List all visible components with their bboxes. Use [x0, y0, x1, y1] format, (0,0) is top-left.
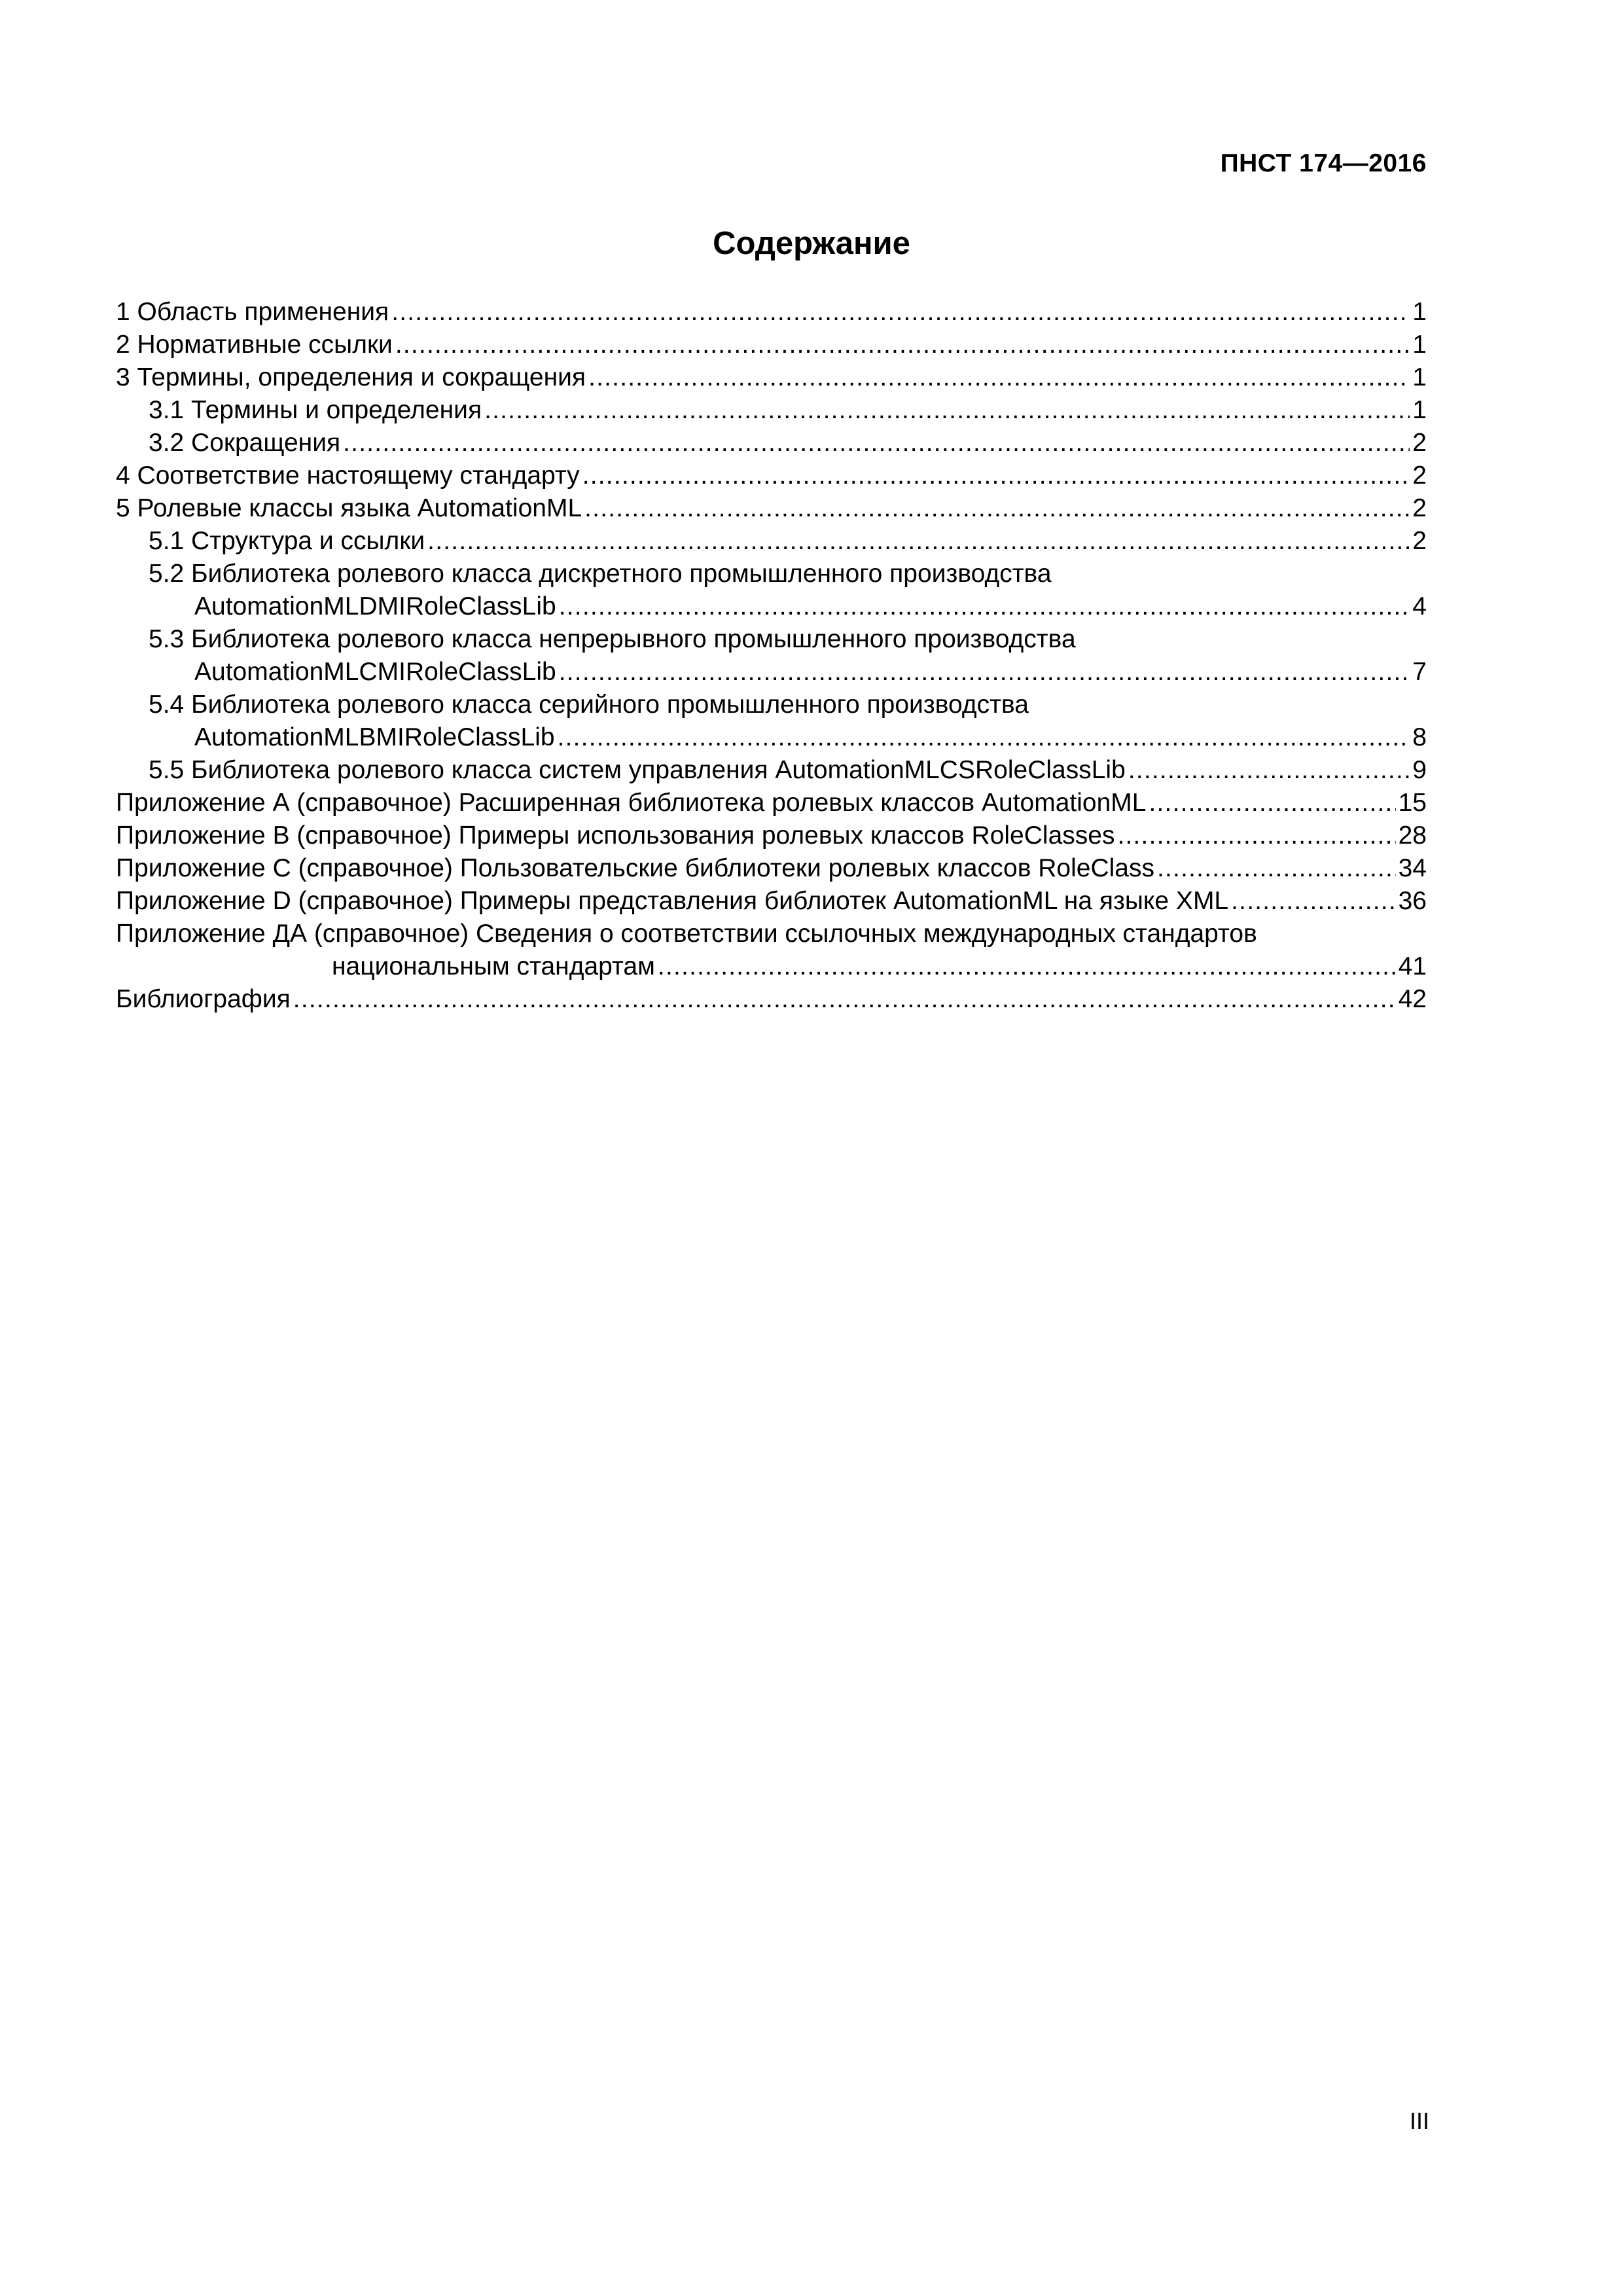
toc-entry-page: 41 [1398, 952, 1427, 980]
toc-entry-5-2[interactable] [116, 558, 1427, 590]
toc-entry-page: 2 [1412, 494, 1427, 522]
toc-entry-appendix-b[interactable] [116, 819, 1427, 852]
toc-entry-5-3-cont[interactable] [116, 656, 1427, 689]
toc-leader-dots [1117, 819, 1395, 852]
toc-entry-text: Приложение С (справочное) Пользовательские библиотеки ролевых классов RoleClass [116, 854, 1154, 882]
toc-entry-4[interactable] [116, 459, 1427, 492]
toc-entry-page: 1 [1412, 298, 1427, 326]
toc-entry-text: 5 Ролевые классы языка AutomationML [116, 494, 582, 522]
toc-entry-text: 3.1 Термины и определения [149, 396, 482, 424]
toc-entry-text: AutomationMLDMIRoleClassLib [194, 592, 556, 620]
toc-leader-dots [293, 983, 1396, 1016]
table-of-contents [116, 296, 1427, 1016]
toc-entry-2[interactable] [116, 329, 1427, 361]
toc-leader-dots [395, 329, 1410, 361]
toc-entry-text: 5.5 Библиотека ролевого класса систем управления AutomationMLCSRoleClassLib [149, 756, 1126, 784]
toc-entry-text: 4 Соответствие настоящему стандарту [116, 461, 580, 490]
toc-leader-dots [391, 296, 1410, 329]
toc-entry-text: национальным стандартам [332, 952, 655, 980]
toc-leader-dots [558, 721, 1410, 754]
toc-entry-page: 34 [1398, 854, 1427, 882]
toc-entry-5-3[interactable] [116, 623, 1427, 656]
toc-entry-text: 5.4 Библиотека ролевого класса серийного промышленного производства [149, 691, 1029, 719]
toc-entry-page: 2 [1412, 527, 1427, 555]
toc-entry-text: Библиография [116, 985, 291, 1013]
toc-leader-dots [588, 361, 1410, 394]
toc-leader-dots [584, 492, 1410, 525]
toc-entry-page: 15 [1398, 789, 1427, 817]
toc-entry-5-2-cont[interactable] [116, 590, 1427, 623]
toc-leader-dots [1157, 852, 1396, 885]
toc-entry-text: 5.3 Библиотека ролевого класса непрерывного промышленного производства [149, 625, 1076, 653]
toc-entry-3-1[interactable] [116, 394, 1427, 427]
toc-entry-page: 1 [1412, 331, 1427, 359]
toc-entry-text: Приложение ДА (справочное) Сведения о соответствии ссылочных международных стандартов [116, 920, 1257, 948]
toc-leader-dots [582, 459, 1410, 492]
page-title: Содержание [713, 226, 910, 261]
toc-entry-appendix-a[interactable] [116, 787, 1427, 819]
toc-entry-text: Приложение D (справочное) Примеры представления библиотек AutomationML на языке XML [116, 887, 1229, 915]
toc-entry-text: AutomationMLCMIRoleClassLib [194, 658, 556, 686]
toc-entry-page: 8 [1412, 723, 1427, 751]
toc-leader-dots [343, 427, 1410, 459]
toc-leader-dots [1149, 787, 1395, 819]
toc-entry-1[interactable] [116, 296, 1427, 329]
toc-entry-text: AutomationMLBMIRoleClassLib [194, 723, 555, 751]
toc-leader-dots [484, 394, 1410, 427]
toc-leader-dots [658, 950, 1396, 983]
toc-entry-text: 2 Нормативные ссылки [116, 331, 393, 359]
toc-entry-5-5[interactable] [116, 754, 1427, 787]
document-code: ПНСТ 174—2016 [1220, 149, 1427, 177]
toc-entry-bibliography[interactable] [116, 983, 1427, 1016]
toc-entry-5-1[interactable] [116, 525, 1427, 558]
toc-entry-5-4-cont[interactable] [116, 721, 1427, 754]
toc-entry-5[interactable] [116, 492, 1427, 525]
toc-entry-page: 2 [1412, 429, 1427, 457]
toc-leader-dots [559, 590, 1410, 623]
toc-entry-text: 1 Область применения [116, 298, 389, 326]
toc-entry-page: 28 [1398, 821, 1427, 850]
toc-leader-dots [1231, 885, 1395, 918]
toc-entry-page: 4 [1412, 592, 1427, 620]
toc-entry-appendix-da[interactable] [116, 918, 1427, 950]
toc-entry-appendix-d[interactable] [116, 885, 1427, 918]
toc-entry-3-2[interactable] [116, 427, 1427, 459]
page-number: III [1409, 2108, 1429, 2134]
toc-leader-dots [559, 656, 1410, 689]
toc-entry-text: 5.2 Библиотека ролевого класса дискретного промышленного производства [149, 560, 1052, 588]
toc-entry-text: 3.2 Сокращения [149, 429, 341, 457]
toc-entry-page: 42 [1398, 985, 1427, 1013]
toc-leader-dots [1128, 754, 1410, 787]
toc-entry-page: 2 [1412, 461, 1427, 490]
toc-entry-page: 1 [1412, 363, 1427, 391]
toc-entry-page: 36 [1398, 887, 1427, 915]
toc-leader-dots [427, 525, 1410, 558]
toc-entry-3[interactable] [116, 361, 1427, 394]
toc-entry-page: 9 [1412, 756, 1427, 784]
toc-entry-text: Приложение А (справочное) Расширенная библиотека ролевых классов AutomationML [116, 789, 1147, 817]
toc-entry-appendix-da-cont[interactable] [116, 950, 1427, 983]
toc-entry-text: 5.1 Структура и ссылки [149, 527, 425, 555]
toc-entry-page: 1 [1412, 396, 1427, 424]
toc-entry-text: 3 Термины, определения и сокращения [116, 363, 586, 391]
toc-entry-appendix-c[interactable] [116, 852, 1427, 885]
toc-entry-page: 7 [1412, 658, 1427, 686]
toc-entry-text: Приложение В (справочное) Примеры использования ролевых классов RoleClasses [116, 821, 1115, 850]
toc-entry-5-4[interactable] [116, 689, 1427, 721]
